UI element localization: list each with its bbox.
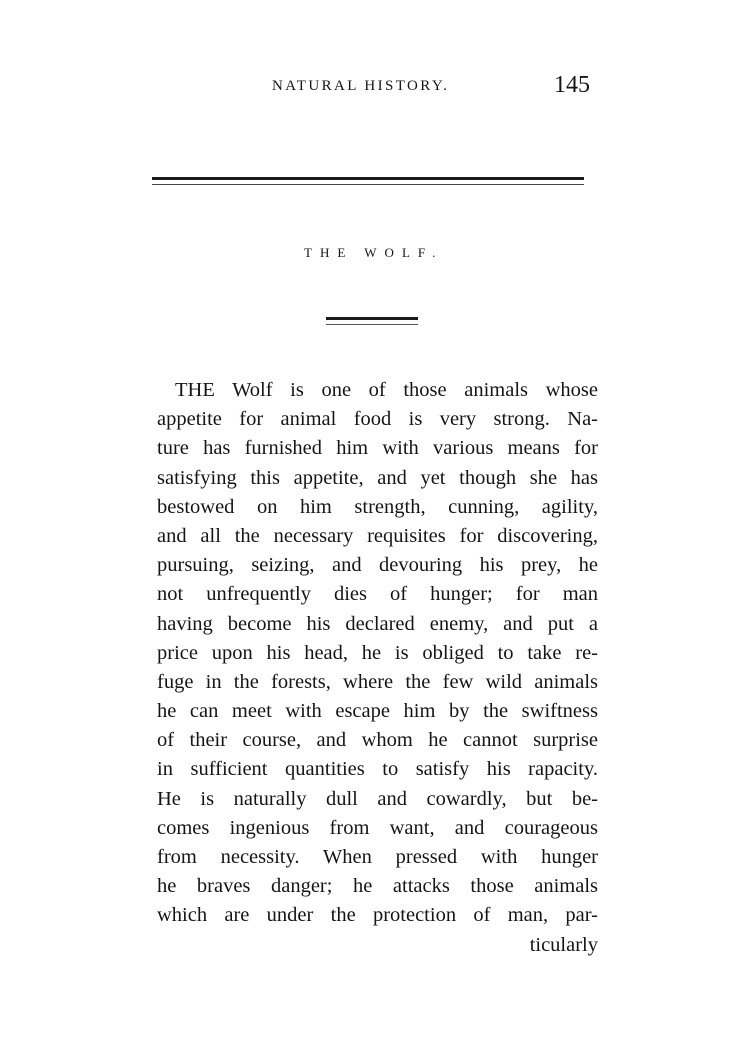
- text-line: ture has furnished him with various means for: [157, 437, 598, 460]
- body-text: [157, 376, 598, 960]
- text-line: pursuing, seizing, and devouring his prey, he: [157, 554, 598, 577]
- catchword: ticularly: [529, 933, 598, 956]
- page-number: 145: [554, 72, 590, 98]
- text-line: he braves danger; he attacks those animals: [157, 875, 598, 898]
- text-line: in sufficient quantities to satisfy his rapacity.: [157, 758, 598, 781]
- header-rule-thick: [152, 177, 584, 180]
- text-line: He is naturally dull and cowardly, but be-: [157, 787, 598, 810]
- text-line: having become his declared enemy, and put a: [157, 612, 598, 635]
- running-head: NATURAL HISTORY.: [272, 78, 450, 94]
- text-line: THE Wolf is one of those animals whose: [175, 379, 598, 401]
- header-rule-thin: [152, 184, 584, 185]
- text-line: price upon his head, he is obliged to take re-: [157, 641, 598, 664]
- text-line: satisfying this appetite, and yet though she has: [157, 466, 598, 489]
- text-line: of their course, and whom he cannot surprise: [157, 729, 598, 752]
- title-rule: [326, 317, 418, 325]
- section-title: THE WOLF.: [304, 245, 444, 260]
- text-line: bestowed on him strength, cunning, agility,: [157, 495, 598, 518]
- text-line: which are under the protection of man, par-: [157, 904, 598, 927]
- text-line: from necessity. When pressed with hunger: [157, 846, 598, 868]
- text-line: comes ingenious from want, and courageous: [157, 816, 598, 839]
- text-line: fuge in the forests, where the few wild animals: [157, 670, 598, 693]
- text-line: not unfrequently dies of hunger; for man: [157, 583, 598, 606]
- header-double-rule: [152, 177, 584, 186]
- text-line: he can meet with escape him by the swiftness: [157, 700, 598, 723]
- text-line: appetite for animal food is very strong. Na-: [157, 408, 598, 431]
- text-line: and all the necessary requisites for discovering,: [157, 524, 598, 547]
